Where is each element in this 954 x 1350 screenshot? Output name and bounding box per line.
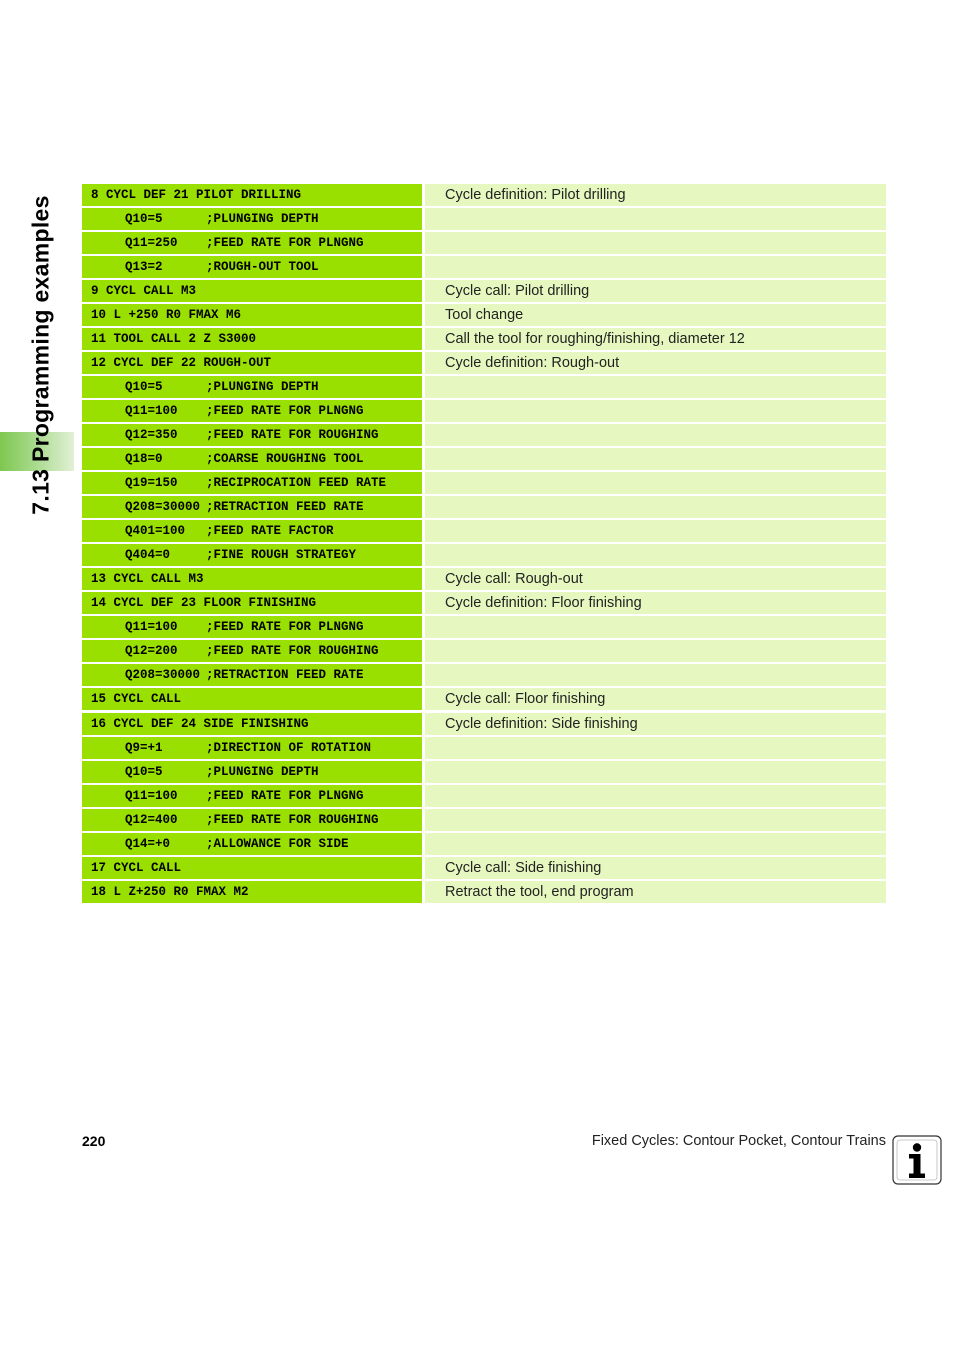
parameter-comment: ;FEED RATE FOR ROUGHING (206, 428, 379, 442)
nc-parameter-line (82, 400, 422, 422)
block-description (425, 616, 886, 638)
parameter-value: Q12=200 (125, 644, 178, 658)
program-row (82, 640, 886, 662)
program-row (82, 713, 886, 735)
program-row (82, 280, 886, 302)
parameter-value: Q11=100 (125, 620, 178, 634)
parameter-value: Q12=400 (125, 813, 178, 827)
parameter-comment: ;FEED RATE FOR ROUGHING (206, 813, 379, 827)
parameter-comment: ;FEED RATE FOR PLNGNG (206, 789, 364, 803)
program-row (82, 352, 886, 374)
parameter-comment: ;RETRACTION FEED RATE (206, 500, 364, 514)
parameter-value: Q10=5 (125, 765, 163, 779)
block-description: Cycle call: Pilot drilling (425, 280, 886, 302)
nc-block: 10 L +250 R0 FMAX M6 (82, 304, 422, 326)
parameter-comment: ;DIRECTION OF ROTATION (206, 741, 372, 755)
program-row (82, 376, 886, 398)
parameter-comment: ;RETRACTION FEED RATE (206, 668, 364, 682)
program-row (82, 737, 886, 759)
parameter-comment: ;ALLOWANCE FOR SIDE (206, 837, 349, 851)
nc-parameter-line (82, 256, 422, 278)
block-description: Retract the tool, end program (425, 881, 886, 903)
nc-block: 9 CYCL CALL M3 (82, 280, 422, 302)
program-row (82, 857, 886, 879)
nc-block: 15 CYCL CALL (82, 688, 422, 710)
parameter-comment: ;PLUNGING DEPTH (206, 212, 319, 226)
nc-parameter-line (82, 208, 422, 230)
block-description: Cycle definition: Rough-out (425, 352, 886, 374)
program-row (82, 184, 886, 206)
block-description (425, 544, 886, 566)
nc-parameter-line (82, 640, 422, 662)
block-description: Cycle call: Floor finishing (425, 688, 886, 710)
program-row (82, 256, 886, 278)
parameter-comment: ;RECIPROCATION FEED RATE (206, 476, 387, 490)
parameter-comment: ;PLUNGING DEPTH (206, 380, 319, 394)
nc-block: 8 CYCL DEF 21 PILOT DRILLING (82, 184, 422, 206)
nc-parameter-line (82, 833, 422, 855)
parameter-value: Q12=350 (125, 428, 178, 442)
parameter-value: Q10=5 (125, 380, 163, 394)
parameter-comment: ;FEED RATE FOR ROUGHING (206, 644, 379, 658)
nc-parameter-line (82, 376, 422, 398)
nc-parameter-line (82, 761, 422, 783)
block-description (425, 400, 886, 422)
nc-block: 16 CYCL DEF 24 SIDE FINISHING (82, 713, 422, 735)
block-description: Call the tool for roughing/finishing, diameter 12 (425, 328, 886, 350)
block-description (425, 809, 886, 831)
program-row (82, 304, 886, 326)
section-title: 7.13 Programming examples (27, 195, 54, 515)
block-description (425, 520, 886, 542)
nc-block: 12 CYCL DEF 22 ROUGH-OUT (82, 352, 422, 374)
program-row (82, 400, 886, 422)
parameter-value: Q14=+0 (125, 837, 171, 851)
nc-parameter-line (82, 424, 422, 446)
program-row (82, 424, 886, 446)
program-row (82, 568, 886, 590)
block-description (425, 761, 886, 783)
parameter-value: Q11=100 (125, 404, 178, 418)
parameter-comment: ;PLUNGING DEPTH (206, 765, 319, 779)
parameter-value: Q208=30000 (125, 500, 201, 514)
nc-parameter-line (82, 232, 422, 254)
nc-parameter-line (82, 544, 422, 566)
block-description: Cycle definition: Floor finishing (425, 592, 886, 614)
program-row (82, 520, 886, 542)
block-description (425, 833, 886, 855)
parameter-value: Q13=2 (125, 260, 163, 274)
nc-block: 18 L Z+250 R0 FMAX M2 (82, 881, 422, 903)
parameter-comment: ;FEED RATE FOR PLNGNG (206, 620, 364, 634)
program-row (82, 592, 886, 614)
parameter-comment: ;FEED RATE FOR PLNGNG (206, 404, 364, 418)
parameter-comment: ;FINE ROUGH STRATEGY (206, 548, 357, 562)
parameter-value: Q9=+1 (125, 741, 163, 755)
nc-parameter-line (82, 496, 422, 518)
program-row (82, 688, 886, 710)
block-description (425, 232, 886, 254)
program-row (82, 785, 886, 807)
nc-parameter-line (82, 448, 422, 470)
block-description (425, 664, 886, 686)
nc-parameter-line (82, 737, 422, 759)
info-icon[interactable] (892, 1135, 942, 1185)
nc-block: 14 CYCL DEF 23 FLOOR FINISHING (82, 592, 422, 614)
program-row (82, 833, 886, 855)
program-row (82, 208, 886, 230)
block-description (425, 472, 886, 494)
block-description: Cycle call: Side finishing (425, 857, 886, 879)
parameter-value: Q18=0 (125, 452, 163, 466)
nc-block: 11 TOOL CALL 2 Z S3000 (82, 328, 422, 350)
block-description: Cycle call: Rough-out (425, 568, 886, 590)
parameter-value: Q404=0 (125, 548, 171, 562)
block-description (425, 376, 886, 398)
nc-block: 17 CYCL CALL (82, 857, 422, 879)
program-row (82, 881, 886, 903)
block-description: Tool change (425, 304, 886, 326)
block-description (425, 208, 886, 230)
chapter-title: Fixed Cycles: Contour Pocket, Contour Trains (591, 1133, 886, 1149)
parameter-value: Q10=5 (125, 212, 163, 226)
nc-parameter-line (82, 664, 422, 686)
parameter-value: Q11=250 (125, 236, 178, 250)
nc-parameter-line (82, 472, 422, 494)
parameter-comment: ;FEED RATE FOR PLNGNG (206, 236, 364, 250)
block-description (425, 640, 886, 662)
parameter-comment: ;FEED RATE FACTOR (206, 524, 334, 538)
nc-parameter-line (82, 520, 422, 542)
block-description (425, 256, 886, 278)
nc-block: 13 CYCL CALL M3 (82, 568, 422, 590)
block-description (425, 496, 886, 518)
nc-parameter-line (82, 809, 422, 831)
program-row (82, 809, 886, 831)
block-description (425, 448, 886, 470)
program-row (82, 496, 886, 518)
parameter-comment: ;COARSE ROUGHING TOOL (206, 452, 364, 466)
parameter-value: Q401=100 (125, 524, 186, 538)
program-row (82, 664, 886, 686)
nc-parameter-line (82, 785, 422, 807)
parameter-value: Q19=150 (125, 476, 178, 490)
parameter-value: Q11=100 (125, 789, 178, 803)
nc-parameter-line (82, 616, 422, 638)
program-row (82, 616, 886, 638)
block-description: Cycle definition: Side finishing (425, 713, 886, 735)
program-row (82, 761, 886, 783)
program-row (82, 472, 886, 494)
block-description: Cycle definition: Pilot drilling (425, 184, 886, 206)
parameter-value: Q208=30000 (125, 668, 201, 682)
program-row (82, 448, 886, 470)
page-number: 220 (82, 1133, 106, 1149)
program-row (82, 328, 886, 350)
block-description (425, 737, 886, 759)
program-table (82, 184, 886, 905)
program-row (82, 544, 886, 566)
block-description (425, 785, 886, 807)
block-description (425, 424, 886, 446)
program-row (82, 232, 886, 254)
parameter-comment: ;ROUGH-OUT TOOL (206, 260, 319, 274)
